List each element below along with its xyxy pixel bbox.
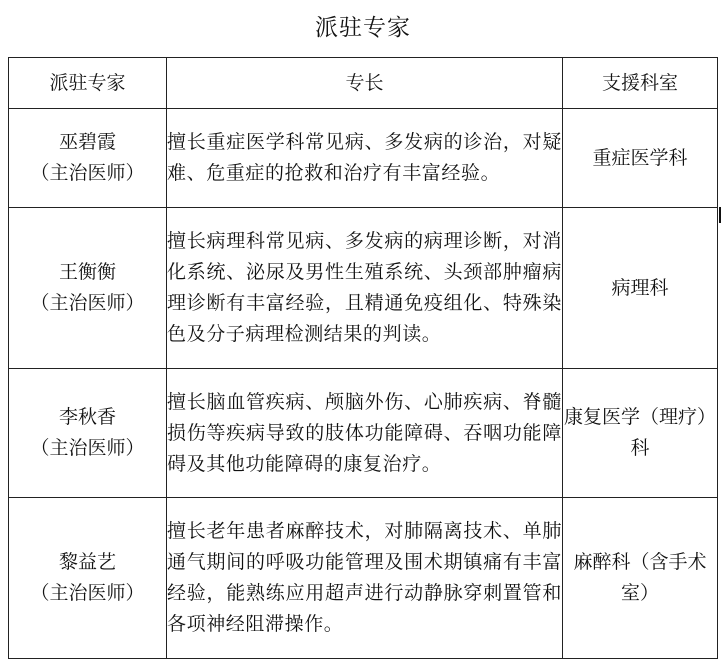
expert-cell <box>9 369 167 498</box>
specialty-text: 擅长重症医学科常见病、多发病的诊治，对疑难、危重症的抢救和治疗有丰富经验。 <box>167 109 563 208</box>
header-expert: 派驻专家 <box>9 58 167 109</box>
expert-name: 巫碧霞 <box>58 131 116 153</box>
expert-rank: （主治医师） <box>30 162 145 184</box>
table-row <box>9 109 718 208</box>
table-row <box>9 208 718 369</box>
specialty-text: 擅长病理科常见病、多发病的病理诊断，对消化系统、泌尿及男性生殖系统、头颈部肿瘤病理诊断有丰富经验，且精通免疫组化、特殊染色及分子病理检测结果的判读。 <box>167 208 563 369</box>
header-department: 支援科室 <box>563 58 718 109</box>
header-specialty: 专长 <box>167 58 563 109</box>
experts-table <box>8 57 718 659</box>
table-row <box>9 369 718 498</box>
department-text: 病理科 <box>563 208 718 369</box>
expert-cell <box>9 208 167 369</box>
specialty-text: 擅长脑血管疾病、颅脑外伤、心肺疾病、脊髓损伤等疾病导致的肢体功能障碍、吞咽功能障碍及其他功能障碍的康复治疗。 <box>167 369 563 498</box>
text-cursor-mark <box>719 207 721 223</box>
expert-name: 李秋香 <box>58 406 116 428</box>
expert-rank: （主治医师） <box>30 582 145 604</box>
expert-rank: （主治医师） <box>30 292 145 314</box>
table-row <box>9 498 718 659</box>
expert-cell <box>9 498 167 659</box>
expert-name: 黎益艺 <box>58 551 116 573</box>
department-text: 重症医学科 <box>563 109 718 208</box>
page-title: 派驻专家 <box>315 15 411 41</box>
table-header-row <box>9 58 718 109</box>
specialty-text: 擅长老年患者麻醉技术，对肺隔离技术、单肺通气期间的呼吸功能管理及围术期镇痛有丰富经验，能熟练应用超声进行动静脉穿刺置管和各项神经阻滞操作。 <box>167 498 563 659</box>
expert-cell <box>9 109 167 208</box>
department-text: 麻醉科（含手术室） <box>563 498 718 659</box>
department-text: 康复医学（理疗）科 <box>563 369 718 498</box>
expert-rank: （主治医师） <box>30 437 145 459</box>
expert-name: 王衡衡 <box>58 261 116 283</box>
